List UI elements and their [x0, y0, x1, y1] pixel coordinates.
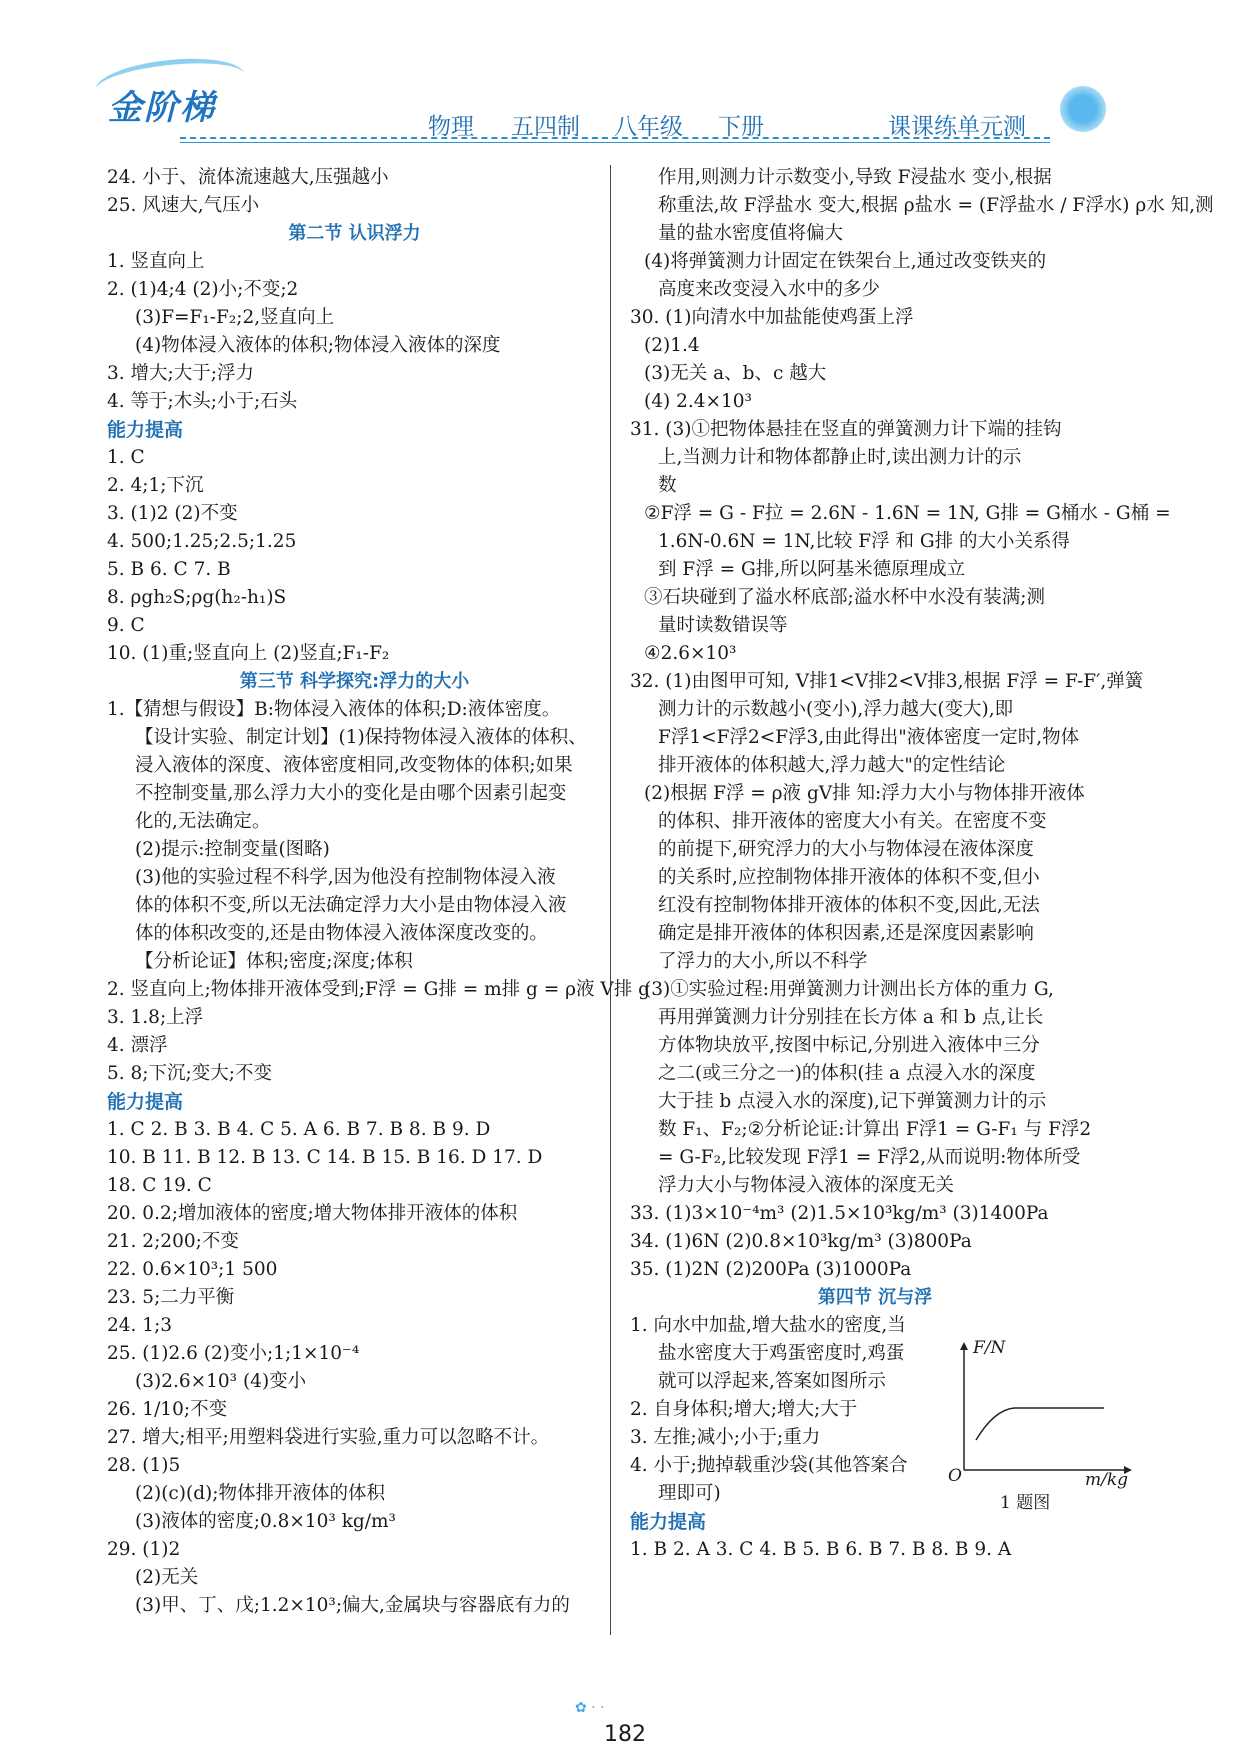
- answer-line: 4. 500;1.25;2.5;1.25: [107, 531, 297, 552]
- graph-y-label: F/N: [973, 1338, 1006, 1358]
- answer-continuation: (3)液体的密度;0.8×10³ kg/m³: [135, 1511, 396, 1532]
- subsection-heading: 能力提高: [630, 1511, 707, 1533]
- answer-continuation: 了浮力的大小,所以不科学: [658, 951, 868, 972]
- answer-line: 8. ρgh₂S;ρg(h₂-h₁)S: [107, 587, 287, 608]
- subsection-heading: 能力提高: [107, 419, 184, 441]
- answer-continuation: 量时读数错误等: [658, 615, 788, 636]
- answer-subpart: (4) 2.4×10³: [644, 391, 752, 412]
- answer-continuation: 数: [658, 475, 677, 496]
- answer-continuation: 体的体积改变的,还是由物体浸入液体深度改变的。: [135, 923, 548, 944]
- answer-continuation: 之二(或三分之一)的体积(挂 a 点浸入水的深度: [658, 1063, 1036, 1084]
- answer-continuation: 化的,无法确定。: [135, 811, 271, 832]
- answer-continuation: 理即可): [658, 1483, 721, 1504]
- graph-x-label: m/kg: [1085, 1470, 1129, 1490]
- answer-continuation: (3)他的实验过程不科学,因为他没有控制物体浸入液: [135, 867, 556, 888]
- answer-continuation: 不控制变量,那么浮力大小的变化是由哪个因素引起变: [135, 783, 567, 804]
- answer-continuation: 【分析论证】体积;密度;深度;体积: [135, 951, 413, 972]
- answer-continuation: 体的体积不变,所以无法确定浮力大小是由物体浸入液: [135, 895, 567, 916]
- answer-continuation: (3)甲、丁、戊;1.2×10³;偏大,金属块与容器底有力的: [135, 1595, 570, 1616]
- answer-continuation: (2)无关: [135, 1567, 199, 1588]
- footer-flower-icon: ✿ · ·: [575, 1700, 605, 1716]
- answer-line: 10. B 11. B 12. B 13. C 14. B 15. B 16. D 17. D: [107, 1147, 543, 1168]
- header-series: 课课练单元测: [888, 114, 1026, 140]
- force-mass-graph: [954, 1340, 1134, 1480]
- section-heading: 第三节 科学探究:浮力的大小: [239, 671, 470, 692]
- answer-continuation: = G-F₂,比较发现 F浮1 = F浮2,从而说明:物体所受: [658, 1147, 1081, 1168]
- answer-continuation: 的前提下,研究浮力的大小与物体浸在液体深度: [658, 839, 1034, 860]
- answer-line: 25. (1)2.6 (2)变小;1;1×10⁻⁴: [107, 1343, 360, 1364]
- answer-subpart: ③石块碰到了溢水杯底部;溢水杯中水没有装满;测: [644, 587, 1045, 608]
- answer-continuation: 浸入液体的深度、液体密度相同,改变物体的体积;如果: [135, 755, 573, 776]
- answer-line: 4. 小于;抛掉载重沙袋(其他答案合: [630, 1455, 908, 1476]
- answer-line: 3. 左推;减小;小于;重力: [630, 1427, 821, 1448]
- section-heading: 第四节 沉与浮: [817, 1287, 933, 1308]
- answer-line: 3. (1)2 (2)不变: [107, 503, 238, 524]
- answer-continuation: (3)2.6×10³ (4)变小: [135, 1371, 307, 1392]
- answer-line: 1. 向水中加盐,增大盐水的密度,当: [630, 1315, 906, 1336]
- graph-y-arrow: [960, 1342, 968, 1350]
- answer-line: 2. (1)4;4 (2)小;不变;2: [107, 279, 299, 300]
- answer-continuation: 盐水密度大于鸡蛋密度时,鸡蛋: [658, 1343, 905, 1364]
- answer-line: 32. (1)由图甲可知, V排1<V排2<V排3,根据 F浮 = F-F′,弹簧: [630, 671, 1144, 692]
- answer-line: 1.【猜想与假设】B:物体浸入液体的体积;D:液体密度。: [107, 699, 561, 720]
- answer-continuation: F浮1<F浮2<F浮3,由此得出"液体密度一定时,物体: [658, 727, 1080, 748]
- answer-line: 2. 4;1;下沉: [107, 475, 204, 496]
- answer-line: 10. (1)重;竖直向上 (2)竖直;F₁-F₂: [107, 643, 390, 664]
- answer-line: 31. (3)①把物体悬挂在竖直的弹簧测力计下端的挂钩: [630, 419, 1062, 440]
- answer-continuation: 确定是排开液体的体积因素,还是深度因素影响: [658, 923, 1034, 944]
- answer-line: 30. (1)向清水中加盐能使鸡蛋上浮: [630, 307, 914, 328]
- answer-line: 24. 小于、流体流速越大,压强越小: [107, 167, 389, 188]
- answer-continuation: 到 F浮 = G排,所以阿基米德原理成立: [658, 559, 966, 580]
- answer-line: 5. B 6. C 7. B: [107, 559, 231, 580]
- answer-line: 21. 2;200;不变: [107, 1231, 239, 1252]
- answer-line: 3. 增大;大于;浮力: [107, 363, 254, 384]
- answer-continuation: 再用弹簧测力计分别挂在长方体 a 和 b 点,让长: [658, 1007, 1044, 1028]
- answer-continuation: (2)(c)(d);物体排开液体的体积: [135, 1483, 386, 1504]
- answer-line: 23. 5;二力平衡: [107, 1287, 235, 1308]
- answer-line: 29. (1)2: [107, 1539, 181, 1560]
- answer-line: 22. 0.6×10³;1 500: [107, 1259, 278, 1280]
- answer-line: 18. C 19. C: [107, 1175, 212, 1196]
- answer-line: 25. 风速大,气压小: [107, 195, 260, 216]
- answer-continuation: 作用,则测力计示数变小,导致 F浸盐水 变小,根据: [658, 167, 1052, 188]
- graph-origin: O: [948, 1466, 962, 1486]
- page-number: 182: [604, 1722, 646, 1747]
- header-rule: [180, 137, 1050, 139]
- answer-subpart: (3)无关 a、b、c 越大: [644, 363, 827, 384]
- answer-continuation: 大于挂 b 点浸入水的深度),记下弹簧测力计的示: [658, 1091, 1047, 1112]
- answer-line: 35. (1)2N (2)200Pa (3)1000Pa: [630, 1259, 912, 1280]
- answer-line: 27. 增大;相平;用塑料袋进行实验,重力可以忽略不计。: [107, 1427, 550, 1448]
- answer-continuation: 测力计的示数越小(变小),浮力越大(变大),即: [658, 699, 1014, 720]
- answer-continuation: 方体物块放平,按图中标记,分别进入液体中三分: [658, 1035, 1040, 1056]
- answer-line: 26. 1/10;不变: [107, 1399, 228, 1420]
- answer-subpart: (2)根据 F浮 = ρ液 gV排 知:浮力大小与物体排开液体: [644, 783, 1085, 804]
- answer-line: 24. 1;3: [107, 1315, 173, 1336]
- answer-line: 1. C: [107, 447, 145, 468]
- answer-continuation: 【设计实验、制定计划】(1)保持物体浸入液体的体积、: [135, 727, 587, 748]
- answer-line: 34. (1)6N (2)0.8×10³kg/m³ (3)800Pa: [630, 1231, 972, 1252]
- answer-continuation: 浮力大小与物体浸入液体的深度无关: [658, 1175, 955, 1196]
- answer-continuation: 上,当测力计和物体都静止时,读出测力计的示: [658, 447, 1022, 468]
- answer-subpart: (4)将弹簧测力计固定在铁架台上,通过改变铁夹的: [644, 251, 1047, 272]
- answer-line: 2. 自身体积;增大;增大;大于: [630, 1399, 858, 1420]
- header-subject: 物理: [428, 114, 474, 140]
- answer-continuation: 称重法,故 F浮盐水 变大,根据 ρ盐水 = (F浮盐水 / F浮水) ρ水 知,测: [658, 195, 1214, 216]
- answer-line: 4. 漂浮: [107, 1035, 168, 1056]
- answer-continuation: 数 F₁、F₂;②分析论证:计算出 F浮1 = G-F₁ 与 F浮2: [658, 1119, 1092, 1140]
- answer-subpart: ②F浮 = G - F拉 = 2.6N - 1.6N = 1N, G排 = G桶水 - G桶 =: [644, 503, 1171, 524]
- answer-continuation: (4)物体浸入液体的体积;物体浸入液体的深度: [135, 335, 501, 356]
- brand-logo: 金阶梯: [108, 88, 216, 128]
- answer-continuation: 1.6N-0.6N = 1N,比较 F浮 和 G排 的大小关系得: [658, 531, 1071, 552]
- answer-continuation: (3)F=F₁-F₂;2,竖直向上: [135, 307, 335, 328]
- answer-continuation: 就可以浮起来,答案如图所示: [658, 1371, 886, 1392]
- answer-line: 1. B 2. A 3. C 4. B 5. B 6. B 7. B 8. B 9. A: [630, 1539, 1012, 1560]
- answer-continuation: 的关系时,应控制物体排开液体的体积不变,但小: [658, 867, 1040, 888]
- sun-icon: [1060, 86, 1106, 132]
- answer-subpart: (2)1.4: [644, 335, 700, 356]
- answer-continuation: 排开液体的体积越大,浮力越大"的定性结论: [658, 755, 1006, 776]
- answer-line: 1. C 2. B 3. B 4. C 5. A 6. B 7. B 8. B 9. D: [107, 1119, 491, 1140]
- graph-caption: 1 题图: [1000, 1493, 1051, 1513]
- column-divider: [610, 165, 611, 1635]
- header-grade: 八年级: [614, 114, 683, 140]
- section-heading: 第二节 认识浮力: [288, 223, 421, 244]
- answer-continuation: 的体积、排开液体的密度大小有关。在密度不变: [658, 811, 1047, 832]
- answer-line: 5. 8;下沉;变大;不变: [107, 1063, 273, 1084]
- answer-line: 4. 等于;木头;小于;石头: [107, 391, 298, 412]
- answer-continuation: 量的盐水密度值将偏大: [658, 223, 844, 244]
- answer-continuation: (2)提示:控制变量(图略): [135, 839, 330, 860]
- answer-line: 3. 1.8;上浮: [107, 1007, 204, 1028]
- answer-subpart: (3)①实验过程:用弹簧测力计测出长方体的重力 G,: [644, 979, 1054, 1000]
- subsection-heading: 能力提高: [107, 1091, 184, 1113]
- left-column: [107, 164, 651, 1620]
- header-system: 五四制: [511, 114, 580, 140]
- answer-line: 2. 竖直向上;物体排开液体受到;F浮 = G排 = m排 g = ρ液 V排 g: [107, 979, 651, 1000]
- header-rule-2: [180, 142, 1050, 143]
- graph-curve: [976, 1408, 1104, 1440]
- answer-line: 20. 0.2;增加液体的密度;增大物体排开液体的体积: [107, 1203, 518, 1224]
- answer-subpart: ④2.6×10³: [644, 643, 737, 664]
- answer-continuation: 红没有控制物体排开液体的体积不变,因此,无法: [658, 895, 1040, 916]
- header-volume: 下册: [718, 114, 764, 140]
- answer-line: 9. C: [107, 615, 145, 636]
- answer-line: 33. (1)3×10⁻⁴m³ (2)1.5×10³kg/m³ (3)1400Pa: [630, 1203, 1049, 1224]
- answer-line: 28. (1)5: [107, 1455, 181, 1476]
- answer-continuation: 高度来改变浸入水中的多少: [658, 279, 881, 300]
- answer-line: 1. 竖直向上: [107, 251, 205, 272]
